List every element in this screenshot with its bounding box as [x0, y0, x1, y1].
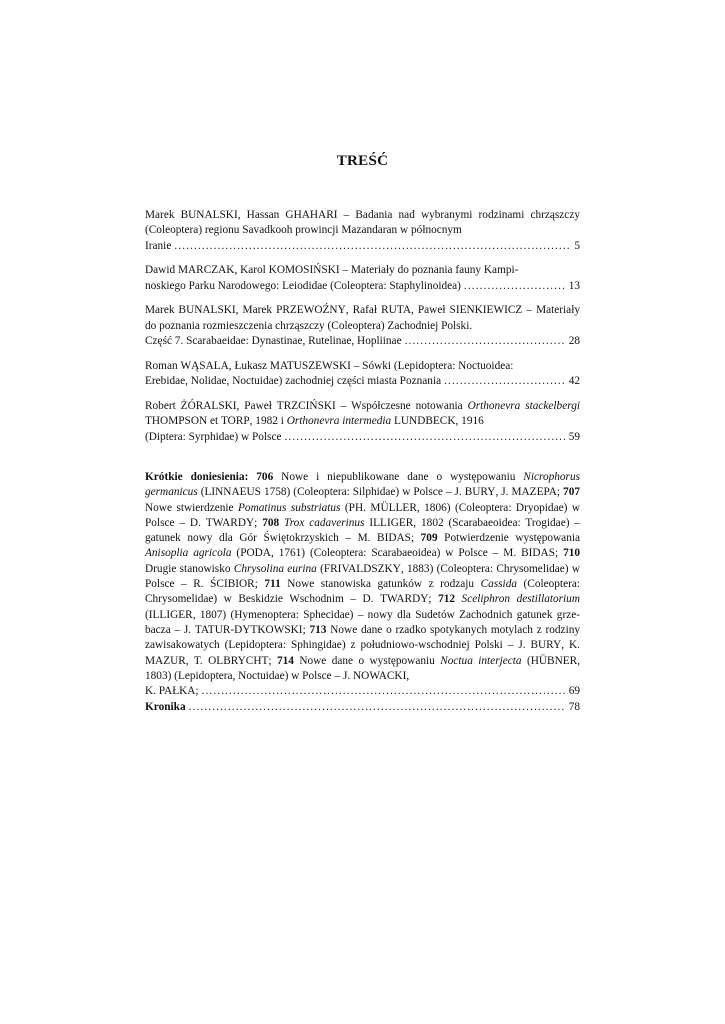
short-notes-lastline — [145, 684, 580, 699]
toc-entry-text: Robert ŻÓRALSKI, Paweł TRZCIŃSKI – Współczesne notowania Orthonevra stackelbergi THOMPSON et TORP, 1982 i Orthonevra intermedia LUNDBECK, 1916 — [145, 399, 580, 428]
toc-entry-lastline — [145, 430, 580, 445]
short-notes-text: Krótkie doniesienia: 706 Nowe i niepublikowane dane o występowaniu Nicrophorus germanicus (LINNAEUS 1758) (Coleoptera: Silphidae) w Polsce – J. BURY, J. MAZEPA; 707 Nowe stwierdzenie Pomatinus substriatus (PH. MÜLLER, 1806) (Coleoptera: Dryopidae) w Polsce – D. TWARDY; 708 Trox cadaverinus ILLIGER, 1802 (Scarabaeoidea: Trogidae) – gatunek nowy dla Gór Świętokrzyskich – M. BIDAS; 709 Potwierdzenie występowania Anisoplia agricola (PODA, 1761) (Coleoptera: Scarabaeoidea) w Polsce – M. BIDAS; 710 Drugie stanowisko Chrysolina eurina (FRIVALDSZKY, 1883) (Coleoptera: Chrysomelidae) w Polsce – R. ŚCIBIOR; 711 Nowe stanowiska gatunków z rodzaju Cassida (Coleoptera: Chrysomelidae) w Beskidzie Wschodnim – D. TWARDY; 712 Sceliphron destillatorium (ILLIGER, 1807) (Hymenoptera: Sphecidae) – nowy dla Sudetów Zachodnich gatunek grze-bacza – J. TATUR-DYTKOWSKI; 713 Nowe dane o rzadko spotykanych motylach z rodziny zawisakowatych (Lepidoptera: Sphingidae) z południowo-wschodniej Polski – J. BURY, K. MAZUR, T. OLBRYCHT; 714 Nowe dane o występowaniu Noctua interjecta (HÜBNER, 1803) (Lepidoptera, Noctuidae) w Polsce – J. NOWACKI, — [145, 471, 581, 682]
dot-leader — [284, 430, 565, 445]
toc-entry[interactable] — [145, 359, 580, 390]
dot-leader — [202, 684, 566, 699]
toc-entry-lastline — [145, 334, 580, 349]
page-number: 42 — [568, 375, 580, 388]
toc-entry-lastline — [145, 239, 580, 254]
toc-entry-text: Marek BUNALSKI, Marek PRZEWOŹNY, Rafał RUTA, Paweł SIENKIEWICZ – Materiały do poznania rozmieszczenia chrząszczy (Coleoptera) Zachodniej Polski. — [145, 304, 580, 332]
toc-entry-text: Marek BUNALSKI, Hassan GHAHARI – Badania nad wybranymi rodzinami chrząszczy (Coleoptera) regionu Savadkooh prowincji Mazandaran w północnym — [145, 209, 580, 237]
toc-entry[interactable] — [145, 263, 580, 294]
dot-leader — [405, 334, 566, 349]
dot-leader — [189, 700, 566, 715]
page-number: 78 — [568, 701, 580, 713]
toc-entry[interactable] — [145, 303, 580, 349]
kronika-entry[interactable] — [145, 700, 580, 715]
dot-leader — [444, 374, 566, 389]
page-number: 5 — [574, 239, 580, 252]
toc-entry[interactable] — [145, 208, 580, 254]
page-number: 59 — [568, 430, 580, 443]
page-number: 28 — [568, 335, 580, 348]
toc-entry-lastline — [145, 374, 580, 389]
short-notes-tail: K. PAŁKA; — [145, 685, 199, 698]
short-notes-section[interactable] — [145, 470, 580, 699]
dot-leader — [174, 239, 571, 254]
short-notes-heading: Krótkie doniesienia: — [145, 471, 249, 483]
toc-entry[interactable] — [145, 399, 580, 445]
toc-entry-tail: Erebidae, Nolidae, Noctuidae) zachodniej części miasta Poznania — [145, 375, 442, 388]
kronika-label: Kronika — [145, 701, 186, 713]
toc-entry-tail: Część 7. Scarabaeidae: Dynastinae, Rutelinae, Hopliinae — [145, 335, 402, 348]
page-number: 69 — [568, 685, 580, 698]
toc-entry-tail: Iranie — [145, 239, 172, 252]
articles-list — [145, 208, 580, 454]
kronika-line — [145, 700, 580, 715]
toc-entry-tail: noskiego Parku Narodowego: Leiodidae (Coleoptera: Staphylinoidea) — [145, 279, 461, 292]
toc-entry-text: Roman WĄSALA, Łukasz MATUSZEWSKI – Sówki (Lepidoptera: Noctuoidea: — [145, 359, 514, 372]
toc-entry-lastline — [145, 279, 580, 294]
toc-entry-tail: (Diptera: Syrphidae) w Polsce — [145, 430, 282, 443]
dot-leader — [464, 279, 566, 294]
page-title: TREŚĆ — [336, 153, 389, 169]
page-number: 13 — [568, 279, 580, 292]
toc-entry-text: Dawid MARCZAK, Karol KOMOSIŃSKI – Materiały do poznania fauny Kampi- — [145, 264, 519, 277]
